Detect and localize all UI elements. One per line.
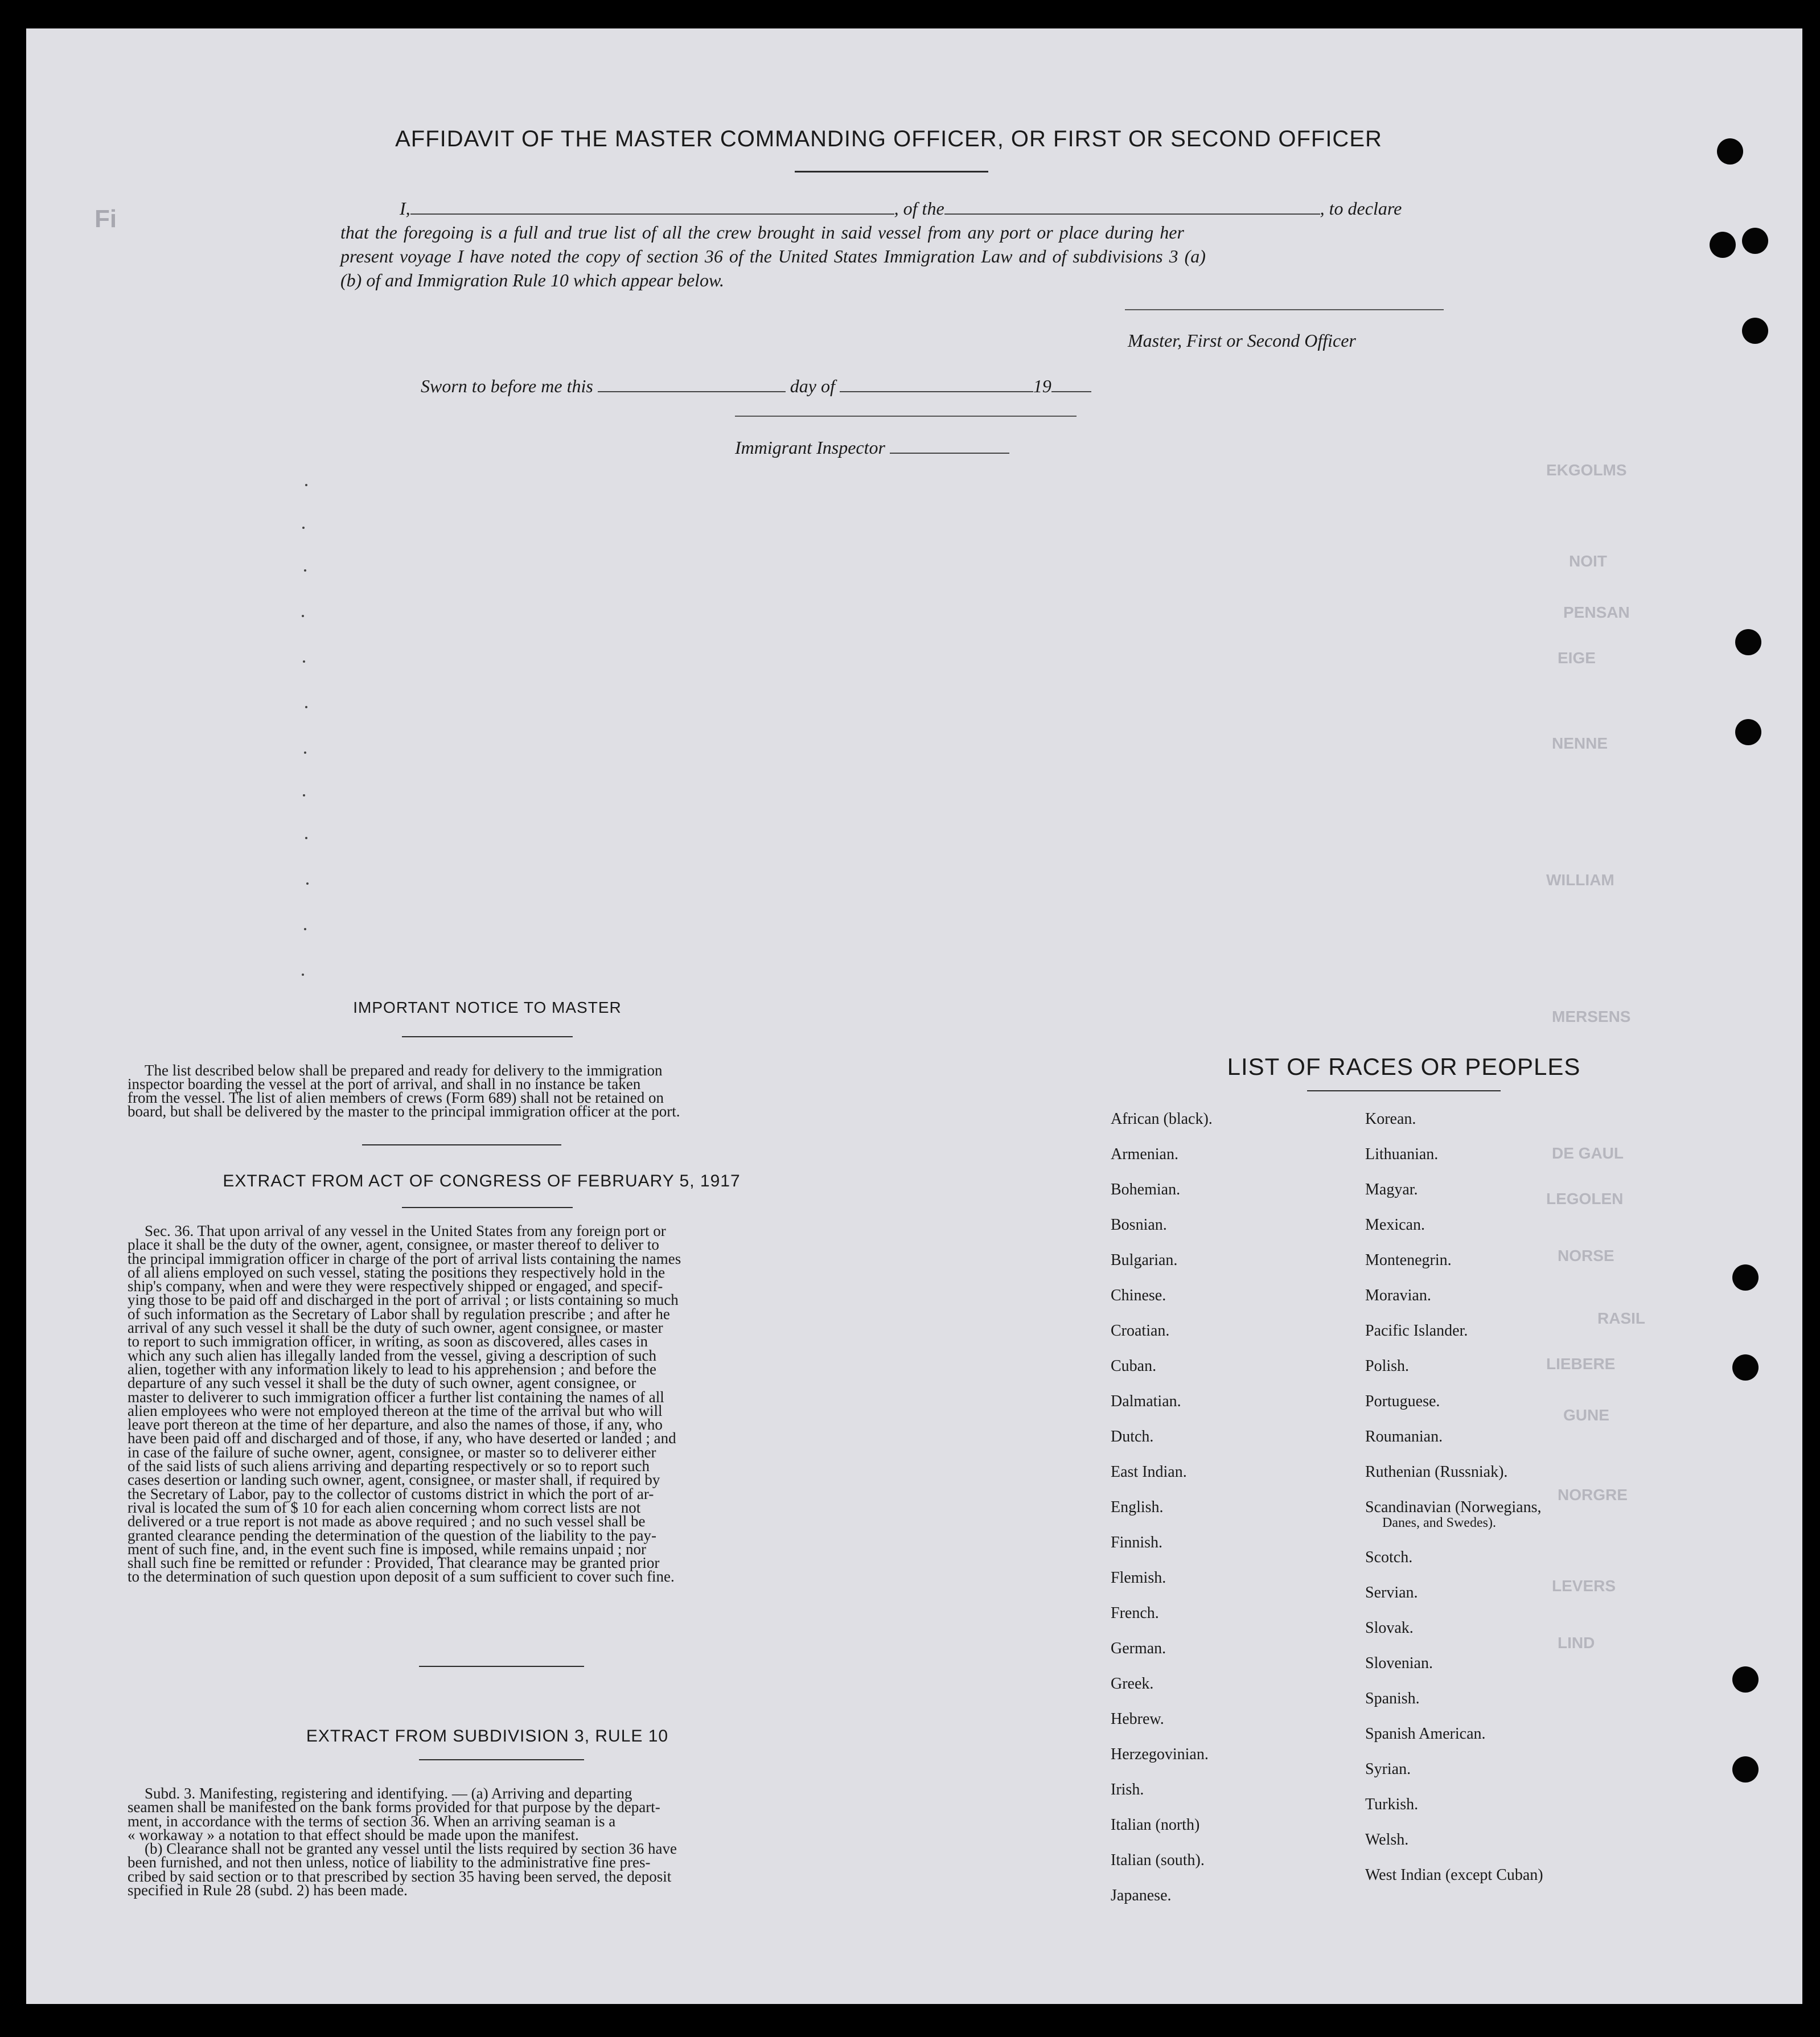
race-item: Dutch. [1111, 1428, 1154, 1445]
punch-hole [1742, 318, 1768, 344]
affidavit-line1 [400, 198, 1402, 219]
race-item: Bulgarian. [1111, 1251, 1178, 1269]
act-line: master to deliverer to such immigration officer a further list containing the names of all [128, 1388, 664, 1406]
bleed-word: LIND [1558, 1634, 1595, 1652]
race-item: Spanish American. [1365, 1725, 1486, 1743]
race-item: African (black). [1111, 1110, 1213, 1128]
race-item: Magyar. [1365, 1181, 1418, 1198]
affidavit-title: AFFIDAVIT OF THE MASTER COMMANDING OFFICER, OR FIRST OR SECOND OFFICER [395, 126, 1382, 151]
race-item: Lithuanian. [1365, 1145, 1439, 1163]
bleed-word: RASIL [1597, 1309, 1645, 1327]
race-item: Welsh. [1365, 1831, 1409, 1849]
act-line: delivered or a true report is not made as above required ; and no such vessel shall be [128, 1513, 646, 1530]
race-item: Scotch. [1365, 1549, 1413, 1566]
inspector-label: Immigrant Inspector [735, 437, 885, 458]
inspector-line [735, 437, 1009, 458]
race-item: Spanish. [1365, 1690, 1420, 1707]
rule-title: EXTRACT FROM SUBDIVISION 3, RULE 10 [306, 1727, 669, 1746]
race-item: Italian (north) [1111, 1816, 1200, 1834]
affidavit-line4: (b) of and Immigration Rule 10 which appear below. [340, 270, 724, 290]
notice-line: from the vessel. The list of alien members of crews (Form 689) shall not be retained on [128, 1089, 664, 1106]
race-item: Croatian. [1111, 1322, 1170, 1340]
punch-hole [1710, 232, 1736, 258]
bleed-word: NORGRE [1558, 1486, 1628, 1504]
bleed-word: EKGOLMS [1546, 461, 1627, 479]
race-item: Roumanian. [1365, 1428, 1443, 1445]
rule-line: Subd. 3. Manifesting, registering and identifying. — (a) Arriving and departing [145, 1785, 632, 1802]
act-line: which any such alien has illegally landed from the vessel, giving a description of such [128, 1346, 657, 1364]
races-title: LIST OF RACES OR PEOPLES [1227, 1053, 1581, 1080]
race-item: Greek. [1111, 1675, 1154, 1693]
of-the-label: , of the [894, 198, 944, 219]
notice-text [128, 1063, 822, 1118]
race-item: Servian. [1365, 1584, 1418, 1601]
punch-hole [1717, 138, 1743, 165]
act-line: to report to such immigration officer, in writing, as soon as discovered, alles cases in [128, 1333, 648, 1350]
act-line: have been paid off and discharged and of those, if any, who have deserted or landed ; and [128, 1430, 676, 1447]
race-item: Dalmatian. [1111, 1393, 1181, 1410]
act-line: leave port thereon at the time of her departure, and also the names of those, if any, who [128, 1416, 663, 1434]
rule-line: « workaway » a notation to that effect should be made upon the manifest. [128, 1826, 579, 1843]
act-line: of such information as the Secretary of Labor shall by regulation prescribe ; and after he [128, 1305, 670, 1323]
declarant-name-field[interactable] [410, 213, 894, 215]
document-page [26, 28, 1802, 2004]
rule-line: cribed by said section or to that prescribed by section 35 having been served, the deposit [128, 1867, 672, 1885]
race-item-continuation: Danes, and Swedes). [1382, 1516, 1496, 1530]
race-item: Mexican. [1365, 1216, 1425, 1234]
rule-line: seamen shall be manifested on the bank forms provided for that purpose by the depart- [128, 1798, 660, 1816]
master-signature-label: Master, First or Second Officer [1128, 330, 1356, 351]
sworn-day-field[interactable] [598, 391, 786, 392]
notice-line: inspector boarding the vessel at the port of arrival, and shall in no instance be taken [128, 1075, 641, 1093]
race-item: Slovak. [1365, 1619, 1414, 1637]
bleed-word: MERSENS [1552, 1008, 1631, 1025]
act-line: ship's company, when and were they were respectively shipped or engaged, and specif- [128, 1278, 663, 1295]
day-of-label: day of [790, 376, 835, 396]
punch-hole [1732, 1264, 1759, 1291]
act-line: granted clearance pending the determination of the question of the liability to the pay- [128, 1526, 656, 1544]
punch-hole [1732, 1666, 1759, 1693]
act-line: alien, together with any information likely to lead to his apprehension ; and before the [128, 1360, 656, 1378]
race-item: Turkish. [1365, 1796, 1419, 1813]
bleed-word: LEVERS [1552, 1577, 1616, 1595]
to-declare-label: , to declare [1320, 198, 1402, 219]
race-item: Moravian. [1365, 1287, 1431, 1304]
bleed-word: NENNE [1552, 734, 1608, 752]
race-item: Korean. [1365, 1110, 1416, 1128]
race-item: Bohemian. [1111, 1181, 1181, 1198]
act-line: departure of any such vessel it shall be the duty of such owner, agent consignee, or [128, 1374, 636, 1392]
punch-hole [1735, 629, 1761, 655]
race-item: Chinese. [1111, 1287, 1166, 1304]
race-item: Hebrew. [1111, 1710, 1164, 1728]
act-line: ying those to be paid off and discharged in the port of arrival ; or lists containing so much [128, 1291, 679, 1309]
act-line: rival is located the sum of $ 10 for each alien concerning whom correct lists are not [128, 1498, 641, 1516]
act-line: the Secretary of Labor, pay to the collector of customs district in which the port of ar- [128, 1485, 654, 1502]
bleed-margin-mark: Fi [95, 205, 117, 233]
rule-line: specified in Rule 28 (subd. 2) has been made. [128, 1882, 408, 1899]
act-line: place it shall be the duty of the owner, agent, consignee, or master thereof to deliver to [128, 1236, 659, 1254]
inspector-extra-field[interactable] [890, 453, 1009, 454]
notice-line: The list described below shall be prepared and ready for delivery to the immigration [145, 1062, 663, 1079]
bleed-word: EIGE [1558, 649, 1596, 667]
punch-hole [1735, 719, 1761, 745]
act-line: in case of the failure of suche owner, agent, consignee, or master so to deliverer either [128, 1443, 656, 1461]
race-item: Pacific Islander. [1365, 1322, 1468, 1340]
bleed-word: PENSAN [1563, 603, 1630, 621]
master-signature-field[interactable] [1125, 309, 1444, 310]
bleed-word: LEGOLEN [1546, 1190, 1624, 1208]
race-item: Cuban. [1111, 1357, 1157, 1375]
rule-line: (b) Clearance shall not be granted any vessel until the lists required by section 36 have [145, 1840, 677, 1858]
punch-hole [1732, 1756, 1759, 1783]
inspector-signature-field[interactable] [735, 416, 1077, 417]
title-rule [795, 171, 988, 173]
affidavit-line2: that the foregoing is a full and true list of all the crew brought in said vessel from any port or place during her [340, 222, 1184, 243]
race-item: Montenegrin. [1365, 1251, 1452, 1269]
act-line: the principal immigration officer in charge of the port of arrival lists containing the names [128, 1250, 681, 1267]
act-line: alien employees who were not employed thereon at the time of the arrival but who will [128, 1402, 663, 1419]
race-item: Italian (south). [1111, 1851, 1205, 1869]
bleed-word: NOIT [1569, 552, 1607, 570]
race-item: Scandinavian (Norwegians, [1365, 1498, 1542, 1516]
act-line: ment of such fine, and, in the event such fine is imposed, while remains unpaid ; nor [128, 1540, 647, 1558]
act-line: Sec. 36. That upon arrival of any vessel in the United States from any foreign port or [145, 1222, 666, 1239]
rule-text [128, 1787, 822, 1897]
act-text [128, 1224, 822, 1584]
sworn-line [421, 376, 1091, 397]
race-item: Polish. [1365, 1357, 1410, 1375]
act-line: shall such fine be remitted or refunder : Provided, That clearance may be granted prior [128, 1554, 660, 1572]
race-item: Armenian. [1111, 1145, 1178, 1163]
notice-title: IMPORTANT NOTICE TO MASTER [353, 999, 622, 1016]
race-item: Japanese. [1111, 1887, 1172, 1904]
race-item: West Indian (except Cuban) [1365, 1866, 1543, 1884]
act-line: of all aliens employed on such vessel, stating the positions they respectively hold in the [128, 1263, 665, 1281]
act-line: cases desertion or landing such owner, agent, consignee, or master shall, if required by [128, 1471, 660, 1489]
vessel-name-field[interactable] [944, 213, 1320, 215]
rule-line: ment, in accordance with the terms of section 36. When an arriving seaman is a [128, 1812, 616, 1830]
act-title: EXTRACT FROM ACT OF CONGRESS OF FEBRUARY 5, 1917 [223, 1172, 741, 1190]
rule-line: been furnished, and not then unless, notice of liability to the administrative fine pres- [128, 1854, 651, 1871]
act-line: arrival of any such vessel it shall be the duty of such owner, agent consignee, or master [128, 1319, 663, 1337]
race-item: Bosnian. [1111, 1216, 1167, 1234]
sworn-label: Sworn to before me this [421, 376, 593, 396]
race-item: Finnish. [1111, 1534, 1163, 1551]
race-item: French. [1111, 1604, 1159, 1622]
race-item: East Indian. [1111, 1463, 1187, 1481]
bleed-word: WILLIAM [1546, 871, 1614, 889]
act-line: of the said lists of such aliens arriving and departing respectively or so to report such [128, 1457, 650, 1475]
race-item: English. [1111, 1498, 1164, 1516]
race-item: Portuguese. [1365, 1393, 1440, 1410]
sworn-year-field[interactable] [1051, 391, 1091, 392]
year-prefix: 19 [1033, 376, 1051, 396]
race-item: Syrian. [1365, 1760, 1411, 1778]
notice-line: board, but shall be delivered by the master to the principal immigration officer at the port. [128, 1103, 680, 1120]
punch-hole [1742, 228, 1768, 254]
bleed-word: DE GAUL [1552, 1144, 1624, 1162]
affidavit-i-label: I, [400, 198, 410, 219]
affidavit-line3: present voyage I have noted the copy of section 36 of the United States Immigration Law and of subdivisions 3 (a) [340, 246, 1206, 266]
race-item: German. [1111, 1640, 1166, 1657]
bleed-word: GUNE [1563, 1406, 1609, 1424]
bleed-word: NORSE [1558, 1247, 1614, 1264]
race-item: Ruthenian (Russniak). [1365, 1463, 1508, 1481]
sworn-month-field[interactable] [840, 391, 1033, 392]
race-item: Herzegovinian. [1111, 1746, 1209, 1763]
bleed-word: LIEBERE [1546, 1355, 1616, 1373]
race-item: Slovenian. [1365, 1654, 1433, 1672]
act-line: to the determination of such question upon deposit of a sum sufficient to cover such fine. [128, 1568, 675, 1586]
punch-hole [1732, 1354, 1759, 1381]
race-item: Irish. [1111, 1781, 1144, 1798]
race-item: Flemish. [1111, 1569, 1166, 1587]
